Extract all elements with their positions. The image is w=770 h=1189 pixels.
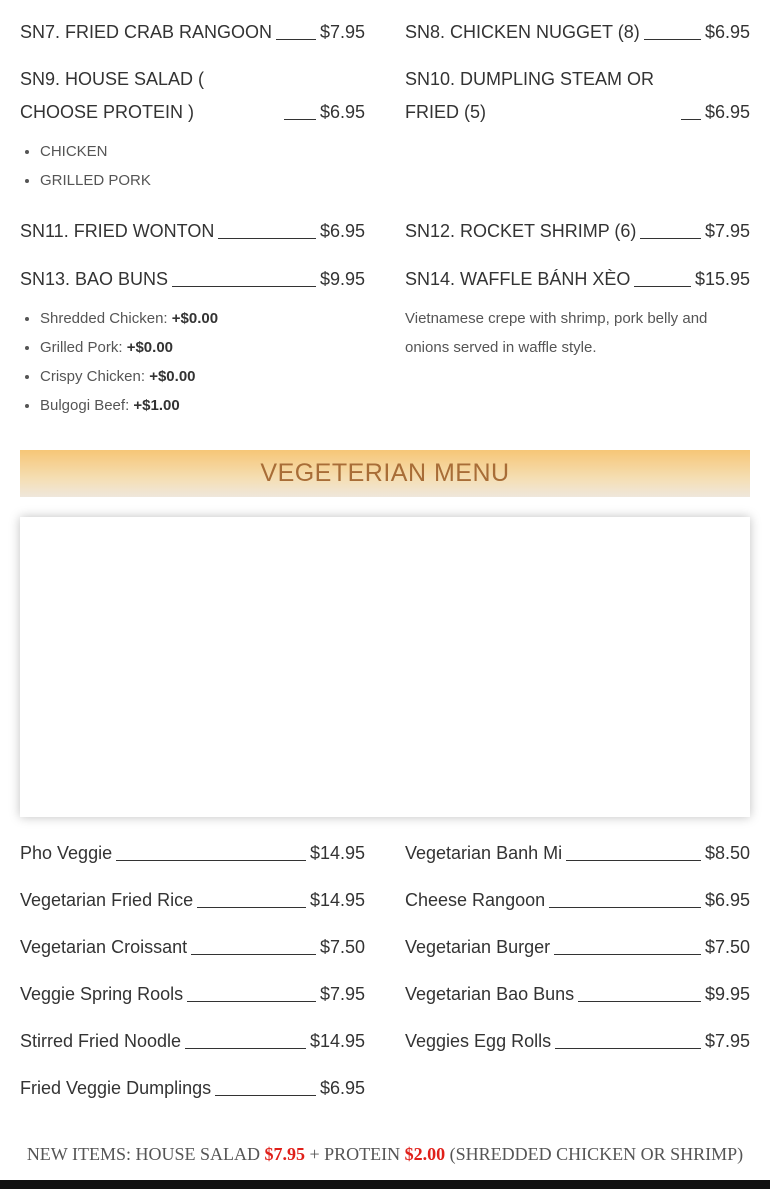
vegetarian-right-column <box>405 837 750 1105</box>
item-name: Cheese Rangoon <box>405 890 546 910</box>
option-item: • CHICKEN <box>40 137 365 166</box>
item-name: Vegetarian Burger <box>405 937 551 957</box>
item-name: SN10. DUMPLING STEAM OR FRIED (5) <box>405 69 655 122</box>
dotted-leader <box>218 238 316 239</box>
dotted-leader <box>187 1001 316 1002</box>
item-price: $14.95 <box>309 843 365 863</box>
item-price: $7.50 <box>319 937 365 957</box>
item-name: Vegetarian Bao Buns <box>405 984 575 1004</box>
menu-item <box>20 931 365 964</box>
item-price: $9.95 <box>704 984 750 1004</box>
item-price: $7.50 <box>704 937 750 957</box>
menu-item-sn11 <box>20 215 365 248</box>
item-name: SN14. WAFFLE BÁNH XÈO <box>405 269 631 289</box>
dotted-leader <box>578 1001 701 1002</box>
item-name: SN13. BAO BUNS <box>20 269 169 289</box>
item-price: $7.95 <box>319 22 365 42</box>
dotted-leader <box>549 907 701 908</box>
item-name: SN11. FRIED WONTON <box>20 221 215 241</box>
dotted-leader <box>116 860 306 861</box>
starter-row-1 <box>20 16 750 49</box>
item-price: $6.95 <box>319 102 365 122</box>
menu-item-sn8 <box>405 16 750 49</box>
vegetarian-list <box>20 837 750 1105</box>
item-name: SN12. ROCKET SHRIMP (6) <box>405 221 637 241</box>
menu-item <box>20 1072 365 1105</box>
item-price: $6.95 <box>704 890 750 910</box>
option-extra-price: +$0.00 <box>171 310 219 327</box>
option-item: • Crispy Chicken: +$0.00 <box>40 362 365 391</box>
promo-price: $7.95 <box>264 1144 305 1164</box>
item-price: $8.50 <box>704 843 750 863</box>
bottom-bar <box>0 1180 770 1189</box>
starter-row-4 <box>20 263 750 420</box>
item-name: Vegetarian Banh Mi <box>405 843 563 863</box>
option-extra-price: +$0.00 <box>126 339 173 356</box>
menu-item <box>20 1025 365 1058</box>
promo-text: (SHREDDED CHICKEN OR SHRIMP) <box>449 1144 744 1164</box>
dotted-leader <box>555 1048 701 1049</box>
item-price: $14.95 <box>309 890 365 910</box>
dotted-leader <box>172 286 316 287</box>
menu-item-sn13 <box>20 263 365 420</box>
item-price: $7.95 <box>319 984 365 1004</box>
menu-item <box>405 931 750 964</box>
dotted-leader <box>640 238 701 239</box>
item-name: Veggie Spring Rools <box>20 984 184 1004</box>
dotted-leader <box>284 119 316 120</box>
protein-options <box>20 137 365 195</box>
dotted-leader <box>276 39 316 40</box>
item-name: Vegetarian Croissant <box>20 937 188 957</box>
vegetarian-left-column <box>20 837 365 1105</box>
dotted-leader <box>191 954 316 955</box>
item-name: SN9. HOUSE SALAD ( CHOOSE PROTEIN ) <box>20 69 205 122</box>
item-name: Stirred Fried Noodle <box>20 1031 182 1051</box>
item-price: $6.95 <box>704 102 750 122</box>
item-price: $7.95 <box>704 221 750 241</box>
item-name: SN8. CHICKEN NUGGET (8) <box>405 22 640 42</box>
dotted-leader <box>197 907 306 908</box>
item-name: SN7. FRIED CRAB RANGOON <box>20 22 273 42</box>
item-name: Vegetarian Fried Rice <box>20 890 194 910</box>
menu-item <box>405 884 750 917</box>
menu-item-sn14 <box>405 263 750 420</box>
option-item: • Bulgogi Beef: +$1.00 <box>40 391 365 420</box>
dotted-leader <box>185 1048 306 1049</box>
item-price: $9.95 <box>319 269 365 289</box>
menu-item <box>20 837 365 870</box>
option-item: • GRILLED PORK <box>40 166 365 195</box>
item-price: $7.95 <box>704 1031 750 1051</box>
dotted-leader <box>215 1095 316 1096</box>
option-extra-price: +$0.00 <box>149 368 196 385</box>
promo-text: NEW ITEMS: HOUSE SALAD <box>26 1144 260 1164</box>
promo-footer <box>0 1144 770 1165</box>
item-name: Fried Veggie Dumplings <box>20 1078 212 1098</box>
menu-item <box>20 884 365 917</box>
dotted-leader <box>644 39 701 40</box>
item-name: Pho Veggie <box>20 843 113 863</box>
media-placeholder <box>20 517 750 817</box>
starter-row-3 <box>20 215 750 248</box>
section-title-vegetarian: VEGETERIAN MENU <box>20 450 750 497</box>
option-item: • Shredded Chicken: +$0.00 <box>40 304 365 333</box>
menu-item-sn10 <box>405 63 750 195</box>
bao-options <box>20 304 365 420</box>
option-extra-price: +$1.00 <box>133 397 180 414</box>
menu-item-sn7 <box>20 16 365 49</box>
menu-item <box>405 837 750 870</box>
menu-item <box>405 978 750 1011</box>
item-name: Veggies Egg Rolls <box>405 1031 552 1051</box>
option-item: • Grilled Pork: +$0.00 <box>40 333 365 362</box>
dotted-leader <box>681 119 701 120</box>
item-price: $15.95 <box>694 269 750 289</box>
dotted-leader <box>634 286 691 287</box>
item-description: Vietnamese crepe with shrimp, pork belly and onions served in waffle style. <box>405 310 708 356</box>
dotted-leader <box>566 860 701 861</box>
menu-item-sn9 <box>20 63 365 195</box>
item-price: $6.95 <box>319 221 365 241</box>
menu-item <box>405 1025 750 1058</box>
promo-price: $2.00 <box>404 1144 446 1164</box>
menu-item-sn12 <box>405 215 750 248</box>
starter-row-2 <box>20 63 750 195</box>
item-price: $6.95 <box>704 22 750 42</box>
dotted-leader <box>554 954 701 955</box>
item-price: $6.95 <box>319 1078 365 1098</box>
promo-text: + PROTEIN <box>309 1144 401 1164</box>
menu-item <box>20 978 365 1011</box>
item-price: $14.95 <box>309 1031 365 1051</box>
